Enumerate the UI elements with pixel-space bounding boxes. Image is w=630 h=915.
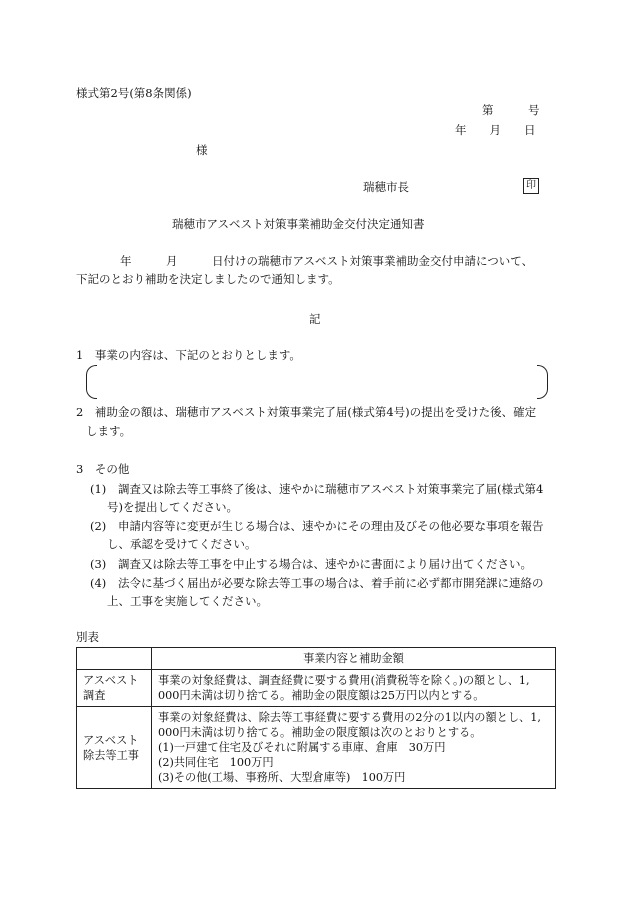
item-3-2-num: (2)	[90, 519, 107, 533]
item-3-3-num: (3)	[90, 557, 107, 571]
annex-header-row	[77, 648, 556, 670]
bracket-right	[537, 365, 548, 399]
item-3-heading: 3 その他	[76, 462, 130, 476]
intro-line-2: 下記のとおり補助を決定しましたので通知します。	[76, 272, 340, 286]
document-date: 年 月 日	[455, 123, 536, 137]
category-line: 調査	[83, 689, 106, 702]
seal-mark: 印	[523, 178, 539, 194]
item-3-1-line-1: 調査又は除去等工事終了後は、速やかに瑞穂市アスベスト対策事業完了届(様式第4	[118, 482, 544, 496]
category-line: アスベスト	[83, 733, 139, 747]
intro-line-1: 年 月 日付けの瑞穂市アスベスト対策事業補助金交付申請について、	[120, 254, 534, 268]
description-line: 000円未満は切り捨てる。補助金の限度額は次のとおりとする。	[158, 726, 482, 739]
issuer-name: 瑞穂市長	[363, 180, 409, 194]
description-line: 000円未満は切り捨てる。補助金の限度額は25万円以内とする。	[158, 689, 485, 702]
addressee: 様	[196, 143, 208, 157]
description-line: (3)その他(工場、事務所、大型倉庫等) 100万円	[158, 771, 406, 784]
table-row	[77, 707, 556, 789]
description-line: (2)共同住宅 100万円	[158, 756, 274, 769]
item-3-4-line-2: 上、工事を実施してください。	[107, 594, 268, 608]
item-3-2-line-1: 申請内容等に変更が生じる場合は、速やかにその理由及びその他必要な事項を報告	[118, 519, 544, 533]
annex-header-blank	[77, 648, 152, 670]
annex-table	[76, 647, 556, 789]
annex-header: 事業内容と補助金額	[152, 648, 556, 670]
ki-heading: 記	[309, 312, 321, 326]
item-3-4-line-1: 法令に基づく届出が必要な除去等工事の場合は、着手前に必ず都市開発課に連絡の	[118, 576, 544, 590]
item-2-line-2: します。	[86, 424, 132, 438]
form-label: 様式第2号(第8条関係)	[76, 86, 192, 100]
category-line: アスベスト	[83, 674, 139, 687]
annex-description	[152, 707, 556, 789]
item-3-3-line-1: 調査又は除去等工事を中止する場合は、速やかに書面により届け出てください。	[118, 557, 532, 571]
item-2-line-1: 2 補助金の額は、瑞穂市アスベスト対策事業完了届(様式第4号)の提出を受けた後、確定	[76, 405, 537, 419]
table-row	[77, 670, 556, 707]
item-3-1-line-2: 号)を提出してください。	[107, 500, 238, 514]
description-line: (1)一戸建て住宅及びそれに附属する車庫、倉庫 30万円	[158, 741, 446, 754]
item-1: 1 事業の内容は、下記のとおりとします。	[76, 348, 301, 362]
description-line: 事業の対象経費は、除去等工事経費に要する費用の2分の1以内の額とし、1,	[158, 711, 541, 724]
document-number: 第 号	[482, 103, 540, 117]
item-3-2-line-2: し、承認を受けてください。	[107, 537, 257, 551]
category-line: 除去等工事	[83, 748, 139, 762]
item-3-1-num: (1)	[90, 482, 107, 496]
item-3-4-num: (4)	[90, 576, 107, 590]
annex-description	[152, 670, 556, 707]
bracket-left	[86, 365, 97, 399]
annex-label: 別表	[76, 630, 99, 644]
document-title: 瑞穂市アスベスト対策事業補助金交付決定通知書	[172, 217, 425, 231]
annex-category	[77, 707, 152, 789]
description-line: 事業の対象経費は、調査経費に要する費用(消費税等を除く。)の額とし、1,	[158, 674, 530, 687]
annex-category	[77, 670, 152, 707]
